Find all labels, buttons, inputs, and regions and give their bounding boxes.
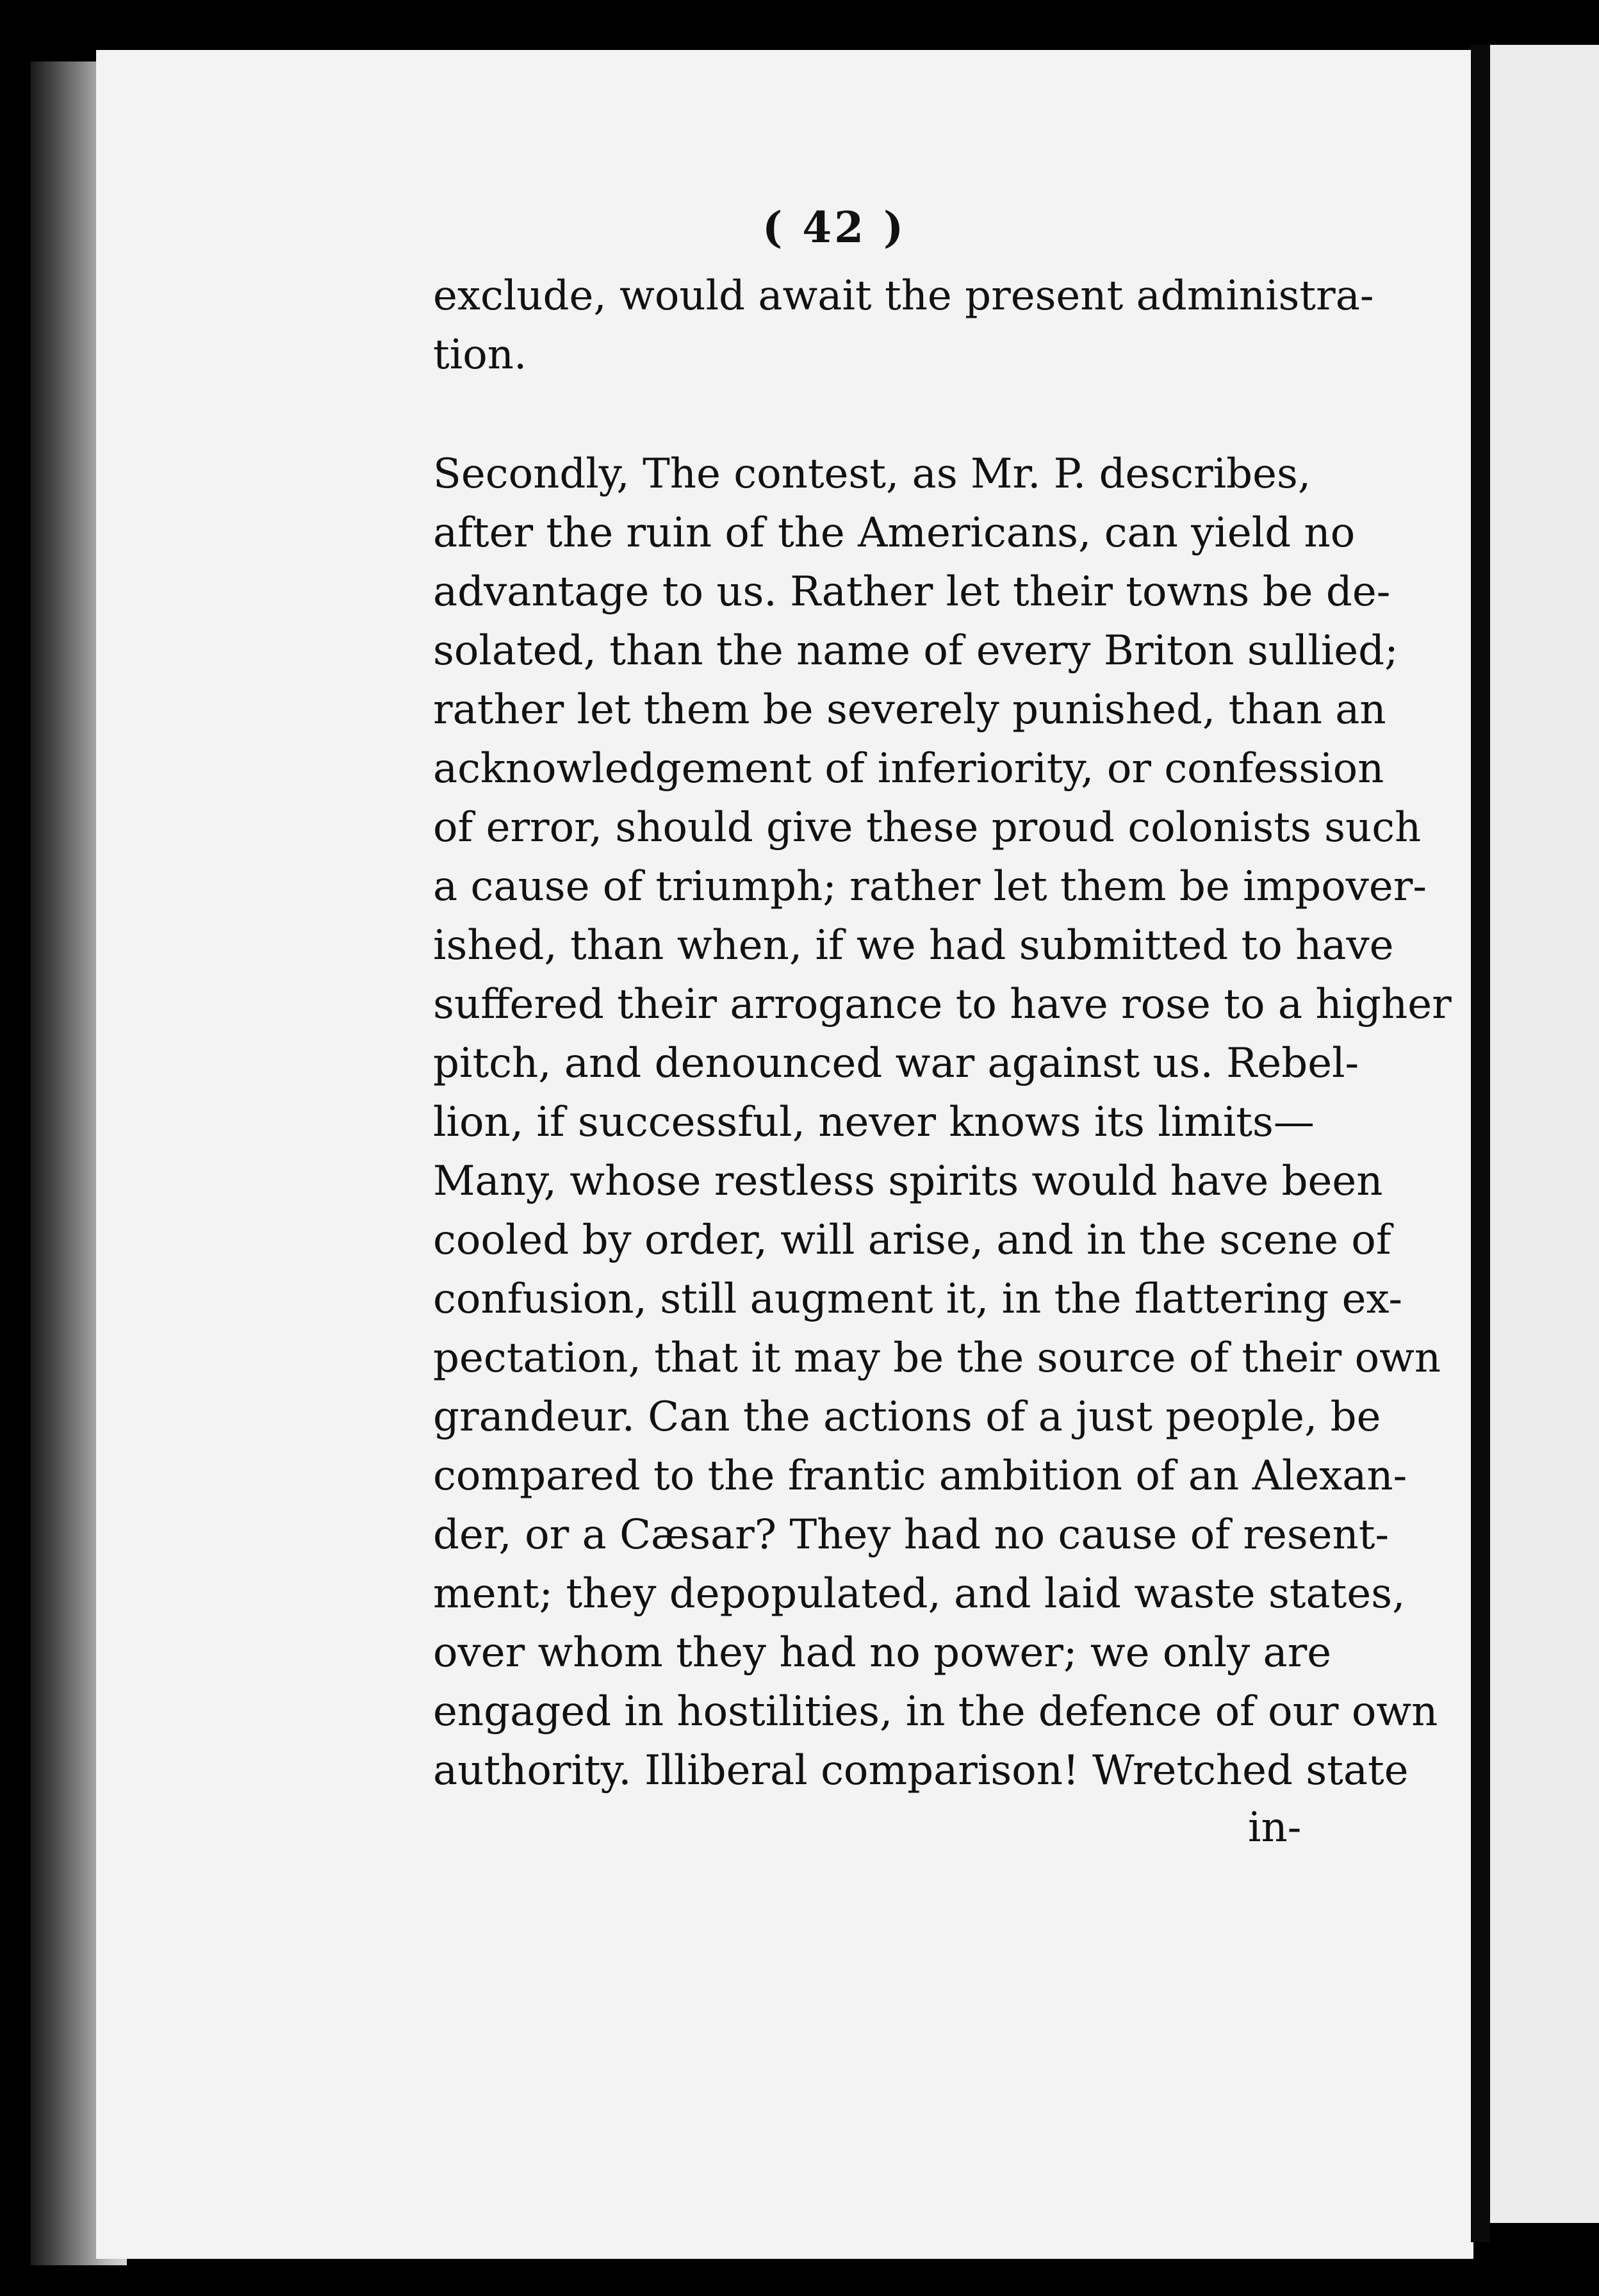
text-line: pectation, that it may be the source of their own	[433, 1334, 1441, 1382]
text-line: engaged in hostilities, in the defence of our own	[433, 1688, 1438, 1735]
text-line: grandeur. Can the actions of a just people, be	[433, 1393, 1381, 1441]
text-line: Many, whose restless spirits would have been	[433, 1158, 1383, 1205]
text-line: acknowledgement of inferiority, or confession	[433, 745, 1384, 792]
text-line: over whom they had no power; we only are	[433, 1629, 1332, 1677]
gutter-shadow	[1471, 45, 1490, 2242]
book-page	[96, 50, 1473, 2259]
catchword: in-	[1248, 1804, 1302, 1851]
text-line: authority. Illiberal comparison! Wretched state	[433, 1747, 1409, 1794]
text-line: ment; they depopulated, and laid waste states,	[433, 1570, 1406, 1618]
text-line: ished, than when, if we had submitted to have	[433, 922, 1394, 969]
text-line: confusion, still augment it, in the flattering ex-	[433, 1275, 1403, 1323]
text-line: advantage to us. Rather let their towns be de-	[433, 568, 1391, 616]
text-line: der, or a Cæsar? They had no cause of resent-	[433, 1511, 1390, 1559]
text-line: a cause of triumph; rather let them be impover-	[433, 863, 1427, 910]
text-line: suffered their arrogance to have rose to a higher	[433, 981, 1452, 1028]
page-number: ( 42 )	[762, 202, 906, 252]
text-line: exclude, would await the present administra-	[433, 272, 1374, 320]
text-line: tion.	[433, 331, 527, 379]
text-line: lion, if successful, never knows its limits—	[433, 1099, 1315, 1146]
text-line: of error, should give these proud colonists such	[433, 804, 1422, 851]
facing-page-edge	[1490, 45, 1599, 2223]
text-line: compared to the frantic ambition of an Alexan-	[433, 1452, 1407, 1500]
text-line: pitch, and denounced war against us. Rebel-	[433, 1040, 1359, 1087]
text-line: after the ruin of the Americans, can yield no	[433, 509, 1356, 557]
text-line: rather let them be severely punished, than an	[433, 686, 1386, 734]
text-line: Secondly, The contest, as Mr. P. describes,	[433, 450, 1311, 498]
text-line: solated, than the name of every Briton sullied;	[433, 627, 1398, 675]
text-line: cooled by order, will arise, and in the scene of	[433, 1217, 1391, 1264]
